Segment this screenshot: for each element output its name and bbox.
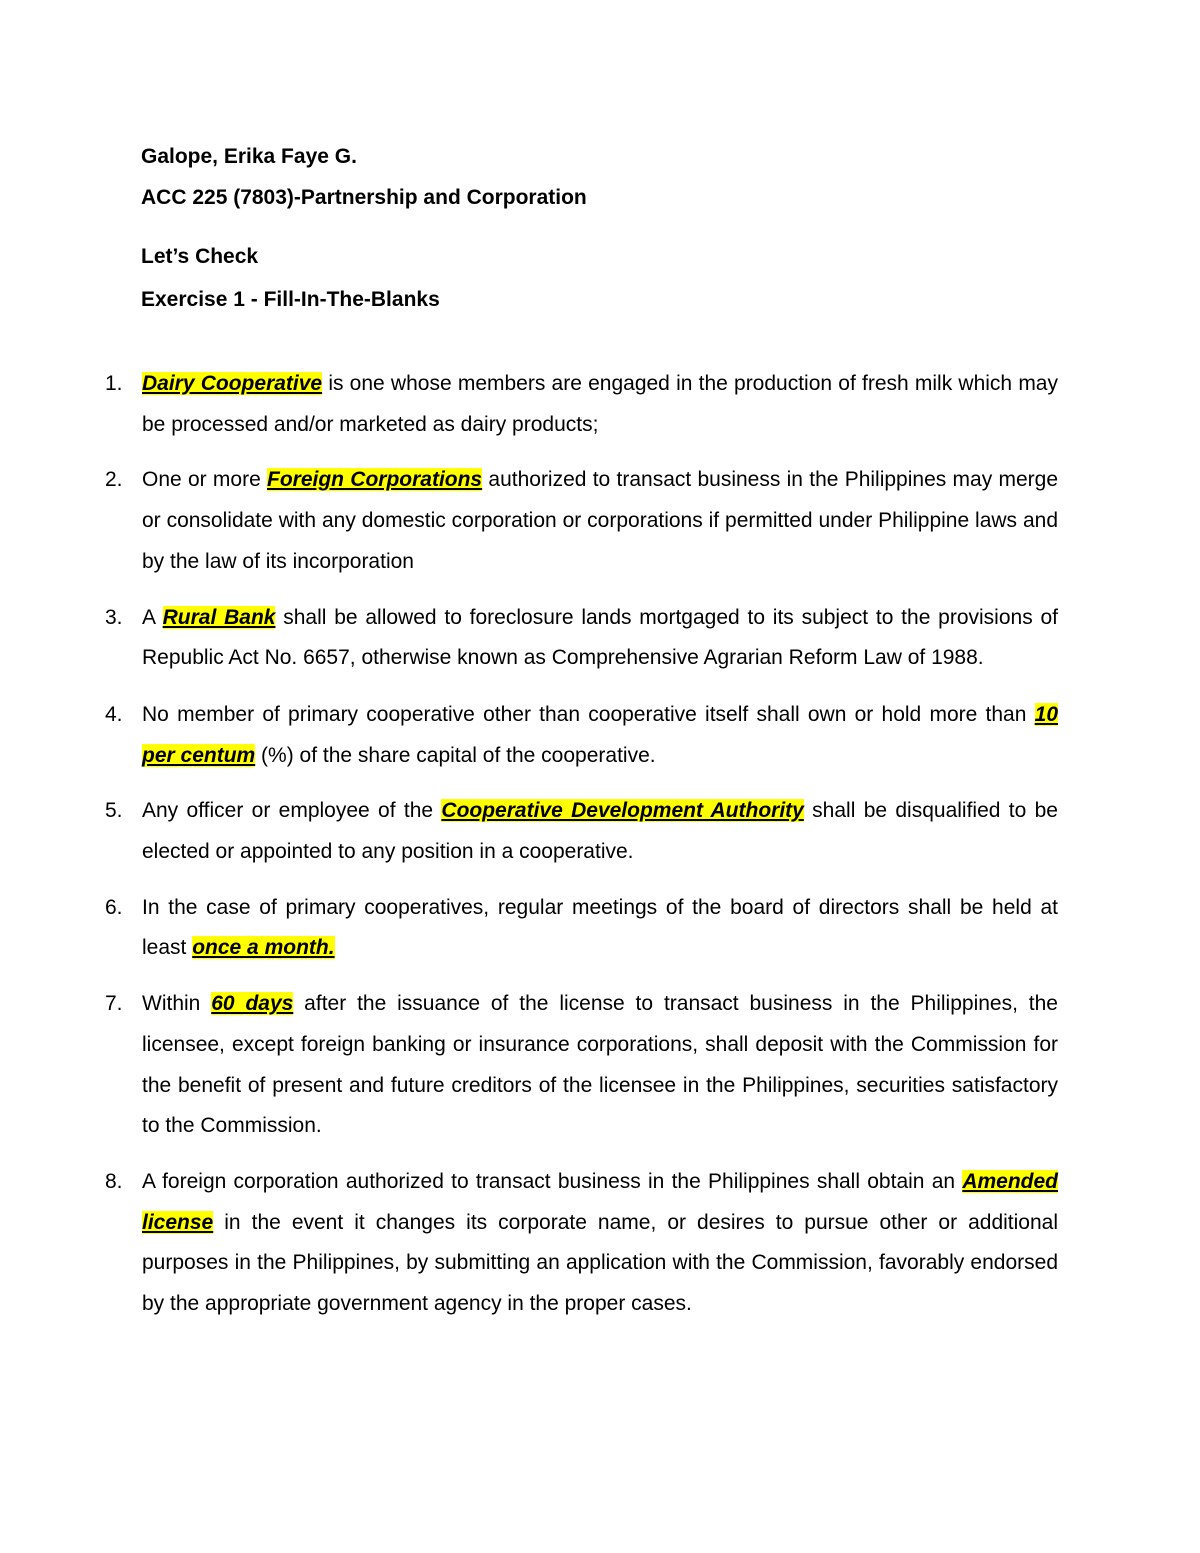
list-item xyxy=(105,791,1058,872)
item-number: 7. xyxy=(105,992,123,1016)
question-list xyxy=(105,364,1058,1340)
item-text-before: No member of primary cooperative other than cooperative itself shall own or hold more than xyxy=(142,702,1035,726)
item-number: 1. xyxy=(105,372,123,395)
exercise-title: Exercise 1 - Fill-In-The-Blanks xyxy=(141,288,440,311)
section-title: Let’s Check xyxy=(141,245,259,268)
item-text-before: One or more xyxy=(142,468,268,492)
item-text-after: shall be allowed to foreclosure lands mortgaged to its subject to the provisions of Republic Act No. 6657, otherwise known as Comprehensive Agrarian Reform Law of 1988. xyxy=(142,605,1058,670)
highlighted-answer: once a month. xyxy=(192,936,335,960)
list-item xyxy=(105,460,1058,582)
item-number: 5. xyxy=(105,799,123,823)
item-number: 8. xyxy=(105,1169,123,1193)
highlighted-answer: Cooperative Development Authority xyxy=(441,799,804,823)
highlighted-answer: 60 days xyxy=(211,992,294,1016)
item-text-after: authorized to transact business in the Philippines may merge or consolidate with any domestic corporation or corporations if permitted under Philippine laws and by the law of its incorporation xyxy=(142,468,1058,573)
highlighted-answer: Rural Bank xyxy=(162,605,276,629)
list-item xyxy=(105,598,1058,679)
student-name: Galope, Erika Faye G. xyxy=(141,145,357,168)
item-number: 6. xyxy=(105,895,123,919)
item-text-after: in the event it changes its corporate name, or desires to pursue other or additional purposes in the Philippines, by submitting an application with the Commission, favorably endorsed by the appropriate government agency in the proper cases. xyxy=(142,1210,1058,1316)
highlighted-answer: 10 per centum xyxy=(142,702,1058,767)
item-text-after: is one whose members are engaged in the production of fresh milk which may be processed and/or marketed as dairy products; xyxy=(142,372,1058,436)
list-item xyxy=(105,888,1058,969)
highlighted-answer: Foreign Corporations xyxy=(267,468,483,492)
list-item xyxy=(105,364,1058,445)
item-text-before: In the case of primary cooperatives, regular meetings of the board of directors shall be held at least xyxy=(142,895,1058,960)
list-item xyxy=(105,695,1058,776)
item-text-before: Any officer or employee of the xyxy=(142,799,442,823)
item-number: 3. xyxy=(105,605,123,629)
list-item xyxy=(105,1162,1058,1325)
item-text-before: Within xyxy=(142,992,212,1016)
item-text-before: A foreign corporation authorized to transact business in the Philippines shall obtain an xyxy=(142,1169,963,1193)
item-text-before: A xyxy=(142,605,163,629)
course-title: ACC 225 (7803)-Partnership and Corporation xyxy=(141,186,587,209)
highlighted-answer: Amended license xyxy=(142,1169,1058,1234)
item-number: 4. xyxy=(105,702,123,726)
item-text-after: (%) of the share capital of the cooperative. xyxy=(255,743,656,767)
item-number: 2. xyxy=(105,468,123,492)
highlighted-answer: Dairy Cooperative xyxy=(142,372,323,395)
list-item xyxy=(105,984,1058,1147)
item-text-after: after the issuance of the license to transact business in the Philippines, the licensee, except foreign banking or insurance corporations, shall deposit with the Commission for the benefit of present and future creditors of the licensee in the Philippines, securities satisfactory to the Commission. xyxy=(142,992,1058,1138)
item-text-after: shall be disqualified to be elected or appointed to any position in a cooperative. xyxy=(142,799,1058,864)
